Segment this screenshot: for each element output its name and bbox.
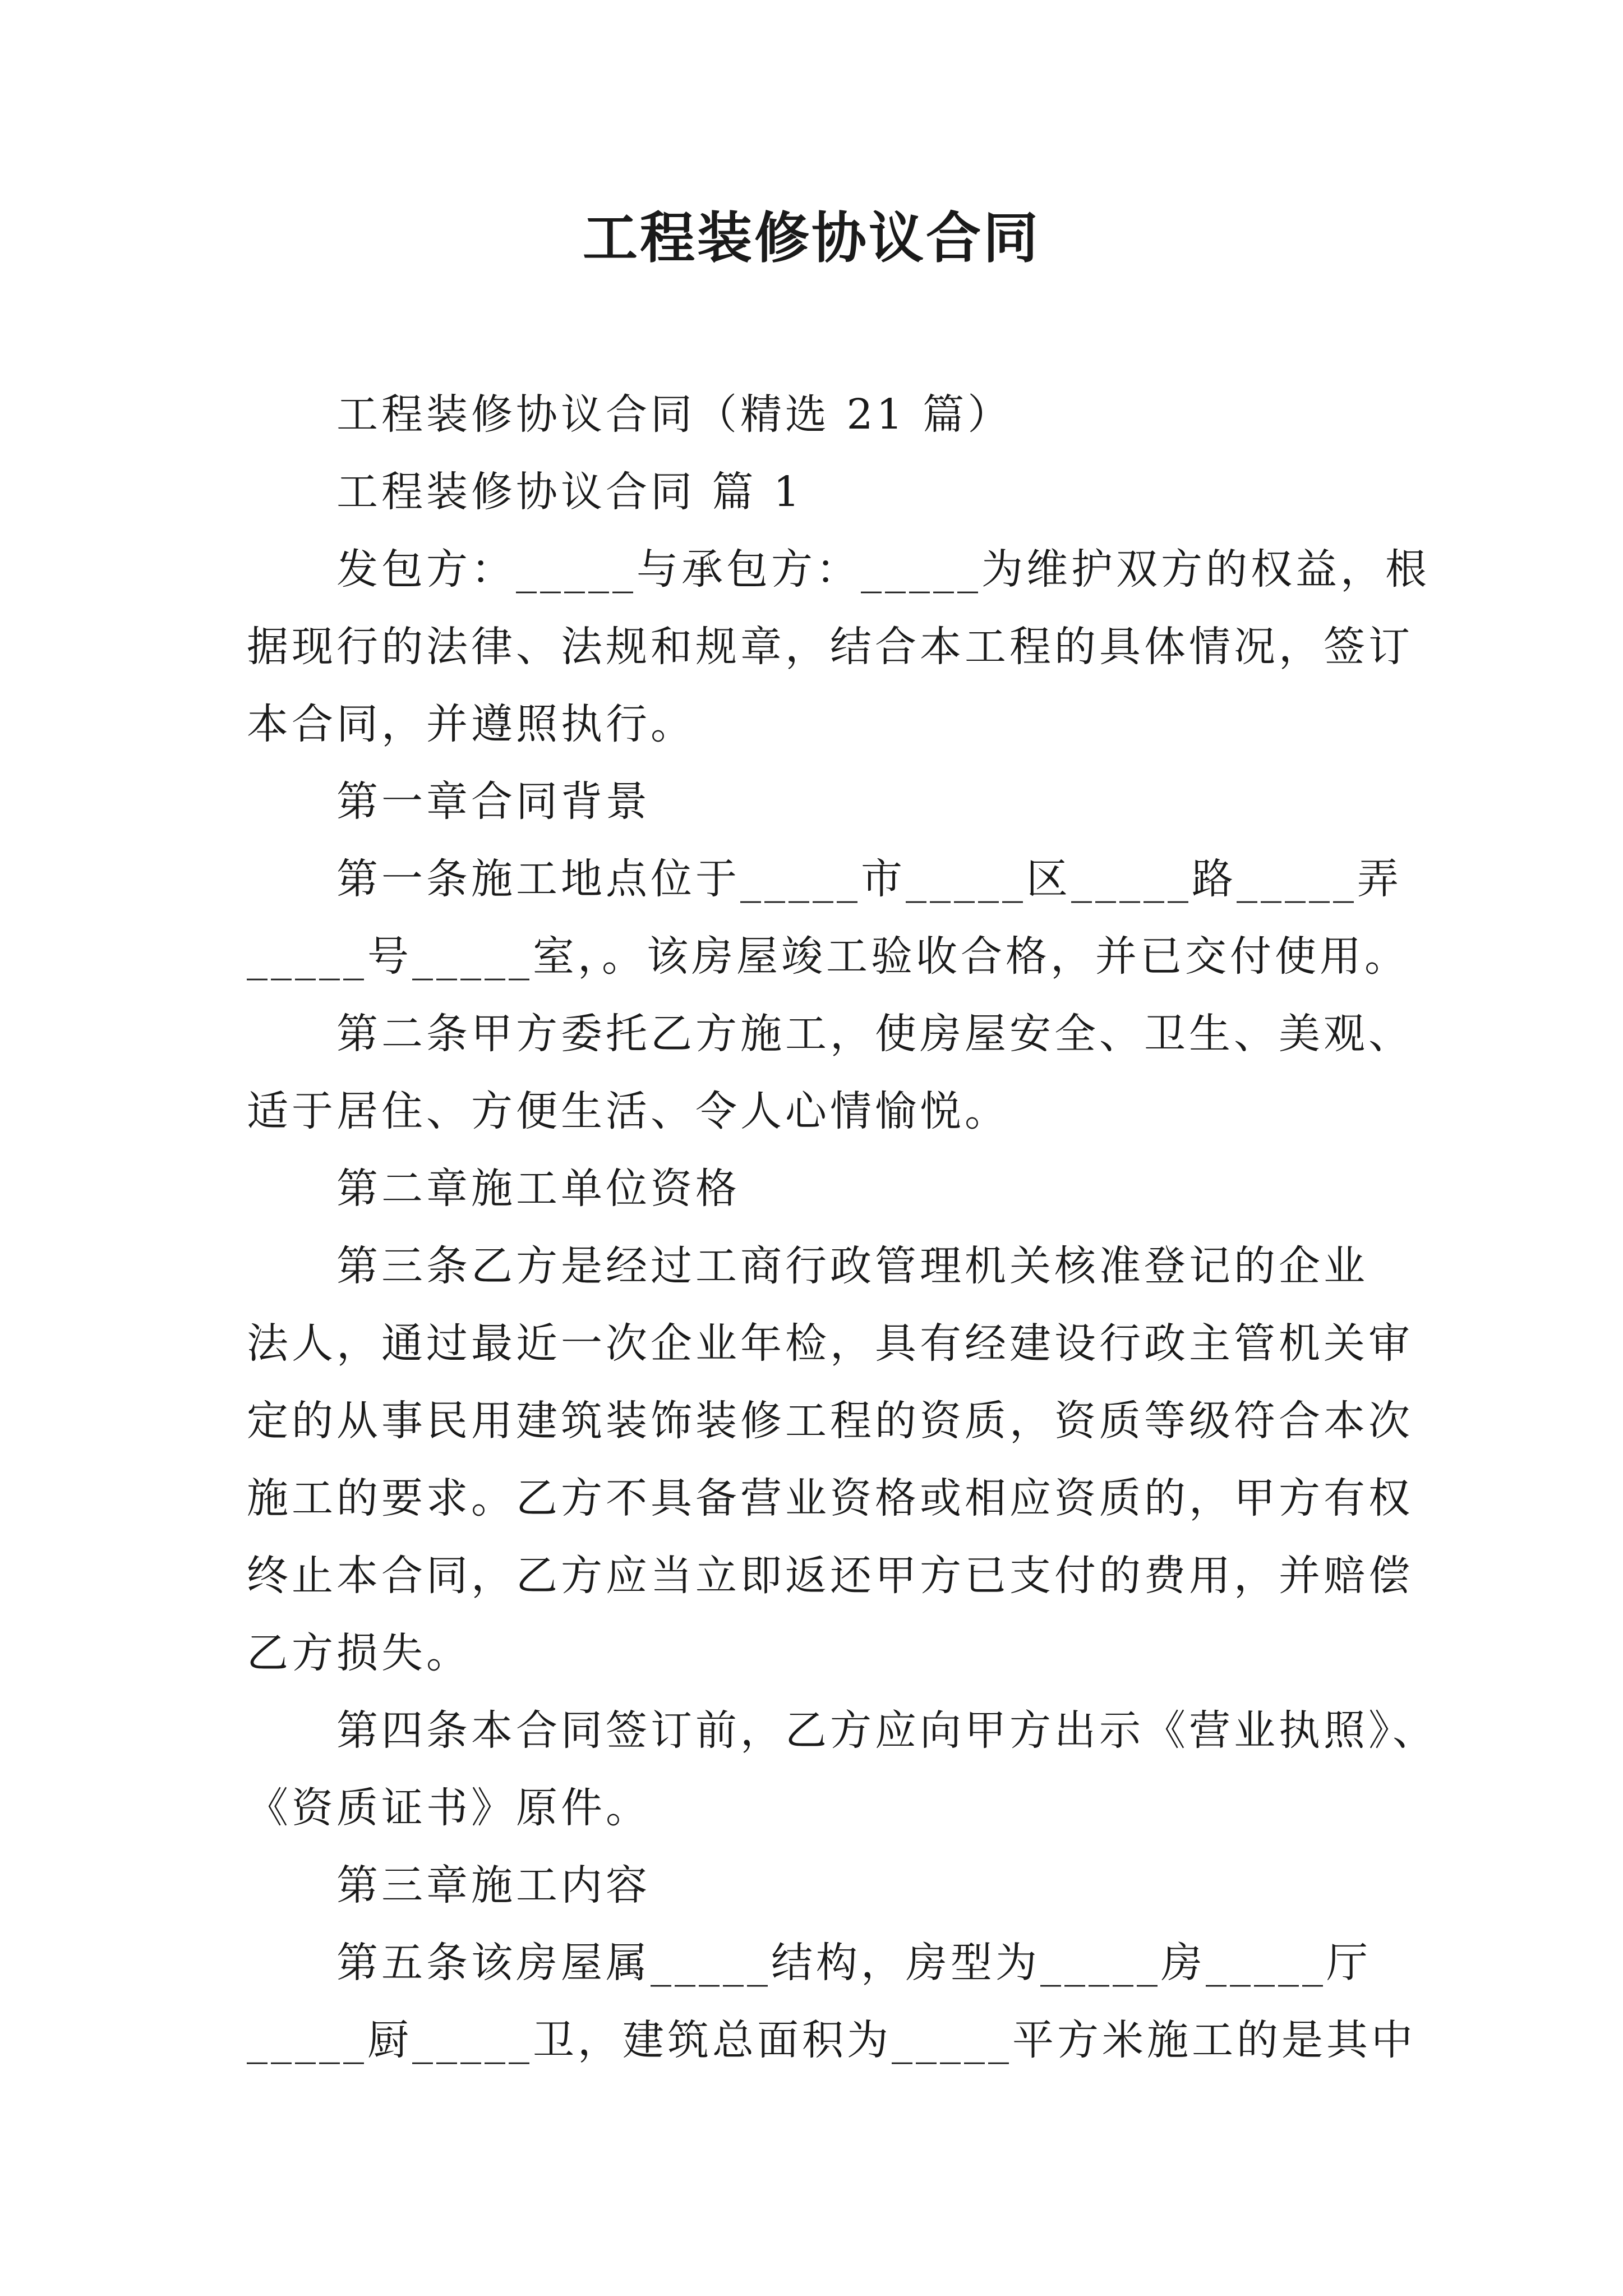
document-body [247, 376, 1437, 2079]
text-line: 第一条施工地点位于_____市_____区_____路_____弄 [336, 855, 1402, 903]
text-line: 定的从事民用建筑装饰装修工程的资质，资质等级符合本次 [247, 1397, 1413, 1445]
text-line: 终止本合同，乙方应当立即返还甲方已支付的费用，并赔偿 [247, 1552, 1413, 1600]
text-line: 发包方：_____与承包方：_____为维护双方的权益，根 [336, 545, 1430, 593]
text-line: 第二章施工单位资格 [336, 1165, 740, 1213]
text-line: 工程装修协议合同 篇 1 [336, 468, 804, 516]
document-title: 工程装修协议合同 [582, 206, 1040, 270]
text-line: 《资质证书》原件。 [247, 1784, 651, 1832]
text-line: 工程装修协议合同（精选 21 篇） [336, 390, 1013, 439]
text-line: 施工的要求。乙方不具备营业资格或相应资质的，甲方有权 [247, 1474, 1413, 1522]
text-line: 适于居住、方便生活、令人心情愉悦。 [247, 1087, 1009, 1135]
text-line: 第一章合同背景 [336, 777, 651, 826]
text-line: 据现行的法律、法规和规章，结合本工程的具体情况，签订 [247, 623, 1413, 671]
text-line: 乙方损失。 [247, 1629, 471, 1677]
text-line: 本合同，并遵照执行。 [247, 700, 695, 748]
text-line: _____厨_____卫，建筑总面积为_____平方米施工的是其中 [247, 2016, 1416, 2064]
text-line: 第五条该房屋属_____结构，房型为_____房_____厅 [336, 1939, 1371, 1987]
text-line: 法人，通过最近一次企业年检，具有经建设行政主管机关审 [247, 1319, 1413, 1368]
text-line: 第二条甲方委托乙方施工，使房屋安全、卫生、美观、 [336, 1010, 1413, 1058]
text-line: _____号_____室，。该房屋竣工验收合格，并已交付使用。 [247, 932, 1409, 981]
text-line: 第四条本合同签订前，乙方应向甲方出示《营业执照》、 [336, 1706, 1437, 1755]
text-line: 第三条乙方是经过工商行政管理机关核准登记的企业 [336, 1242, 1368, 1290]
text-line: 第三章施工内容 [336, 1861, 651, 1910]
